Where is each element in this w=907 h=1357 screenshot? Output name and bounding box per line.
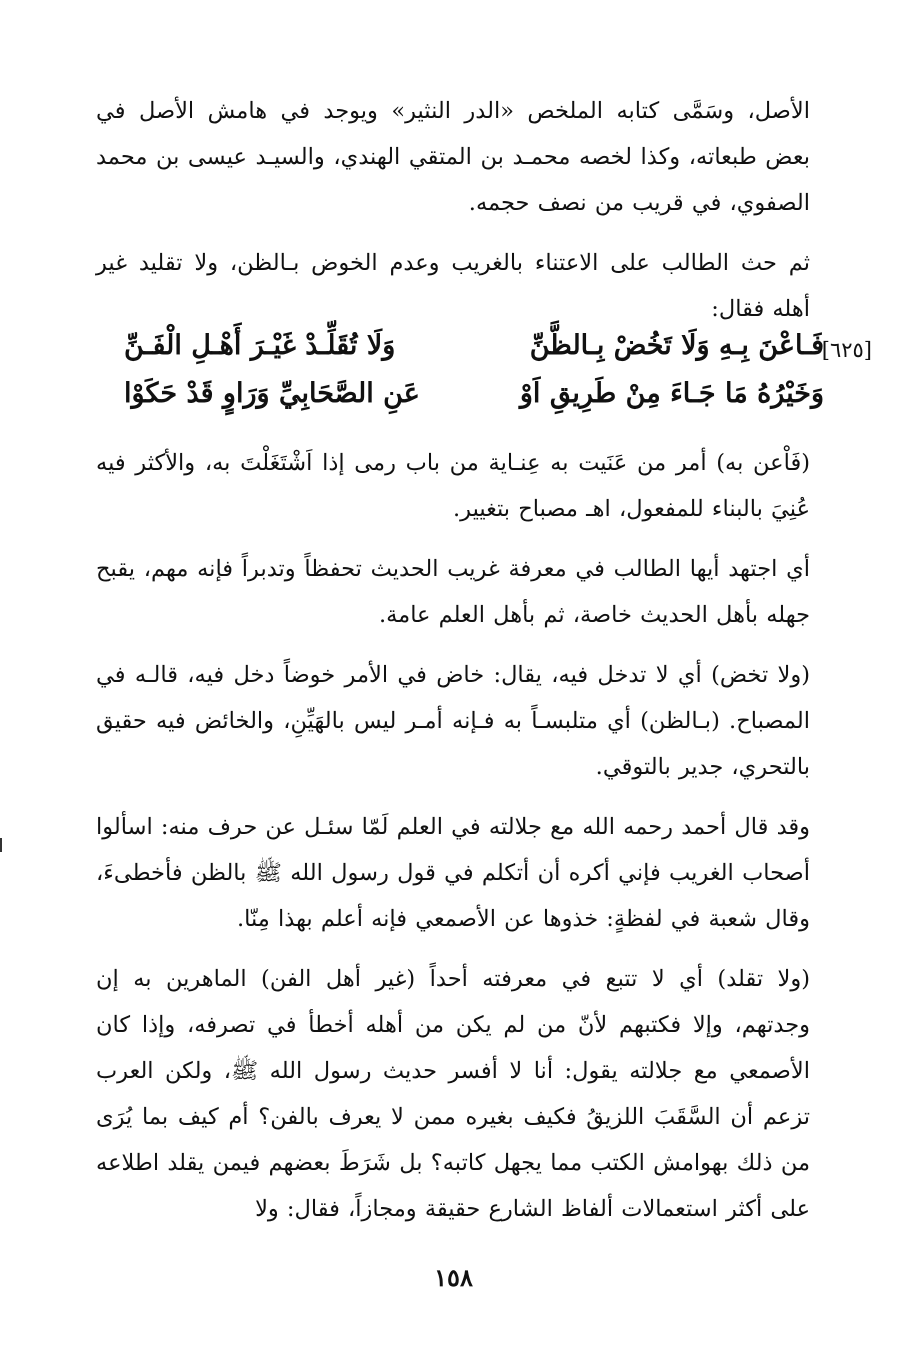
paragraph-transition: ثم حث الطالب على الاعتناء بالغريب وعدم الخوض بـالظن، ولا تقليد غير أهله فقال: [96, 250, 810, 322]
commentary-text-block [96, 440, 810, 1246]
page-number: ١٥٨ [434, 1263, 473, 1292]
paragraph-word-meaning: (فَاْعن به) أمر من عَنَيت به عِنـاية من باب رمى إذا اَشْتَغَلْتَ به، والأكثر فيه عُنِيَ بالبناء للمفعول، اهـ مصباح بتغيير. [96, 450, 810, 522]
verse-line-1-first-hemistich: فَـاعْنَ بِـهِ وَلَا تَخُضْ بِـالظَّنِّ [529, 330, 824, 361]
verse-line-2-first-hemistich: وَخَيْرُهُ مَا جَـاءَ مِنْ طَرِيقِ اَوْ [519, 378, 824, 409]
verse-line-2 [124, 378, 824, 430]
verse-number: [٦٢٥] [821, 338, 872, 362]
paragraph-la-takhud: (ولا تخض) أي لا تدخل فيه، يقال: خاض في الأمر خوضاً دخل فيه، قالـه في المصباح. (بـالظن) أي متلبسـاً به فـإنه أمـر ليس بالهَيِّنِ، والخائض فيه حقيق بالتحري، جدير بالتوقي. [96, 662, 810, 780]
paragraph-la-tuqallid: (ولا تقلد) أي لا تتبع في معرفته أحداً (غير أهل الفن) الماهرين به إن وجدتهم، وإلا فكتبهم لأنّ من لم يكن من أهله أخطأ في تصرفه، وإذا كان الأصمعي مع جلالته يقول: أنا لا أفسر حديث رسول الله ﷺ، ولكن العرب تزعم أن السَّقَبَ اللزيقُ فكيف بغيره ممن لا يعرف بالفن؟ أم كيف بما يُرَى من ذلك بهوامش الكتب مما يجهل كاتبه؟ بل شَرَطَ بعضهم فيمن يقلد اطلاعه على أكثر استعمالات ألفاظ الشارع حقيقة ومجازاً، فقال: ولا [96, 966, 810, 1222]
verse-line-1-second-hemistich: وَلَا تُقَلِّـدْ غَيْـرَ أَهْـلِ الْفَـنِّ [124, 330, 396, 361]
paragraph-explanation: أي اجتهد أيها الطالب في معرفة غريب الحديث تحفظاً وتدبراً فإنه مهم، يقبح جهله بأهل الحديث خاصة، ثم بأهل العلم عامة. [96, 556, 810, 628]
top-text-block [96, 88, 810, 346]
paragraph-intro: الأصل، وسَمَّى كتابه الملخص «الدر النثير» ويوجد في هامش الأصل في بعض طبعاته، وكذا لخصه محمـد بن المتقي الهندي، والسيـد عيسى بن محمد الصفوي، في قريب من نصف حجمه. [96, 98, 810, 216]
verse-line-2-second-hemistich: عَنِ الصَّحَابِيِّ وَرَاوٍ قَدْ حَكَوْا [124, 378, 420, 409]
paragraph-ahmad-quote: وقد قال أحمد رحمه الله مع جلالته في العلم لَمّا سئـل عن حرف منه: اسألوا أصحاب الغريب فإني أكره أن أتكلم في قول رسول الله ﷺ بالظن فأخطىءَ، وقال شعبة في لفظةٍ: خذوها عن الأصمعي فإنه أعلم بهذا مِنّا. [96, 814, 810, 932]
verse-line-1 [124, 330, 824, 382]
margin-mark [0, 838, 2, 852]
